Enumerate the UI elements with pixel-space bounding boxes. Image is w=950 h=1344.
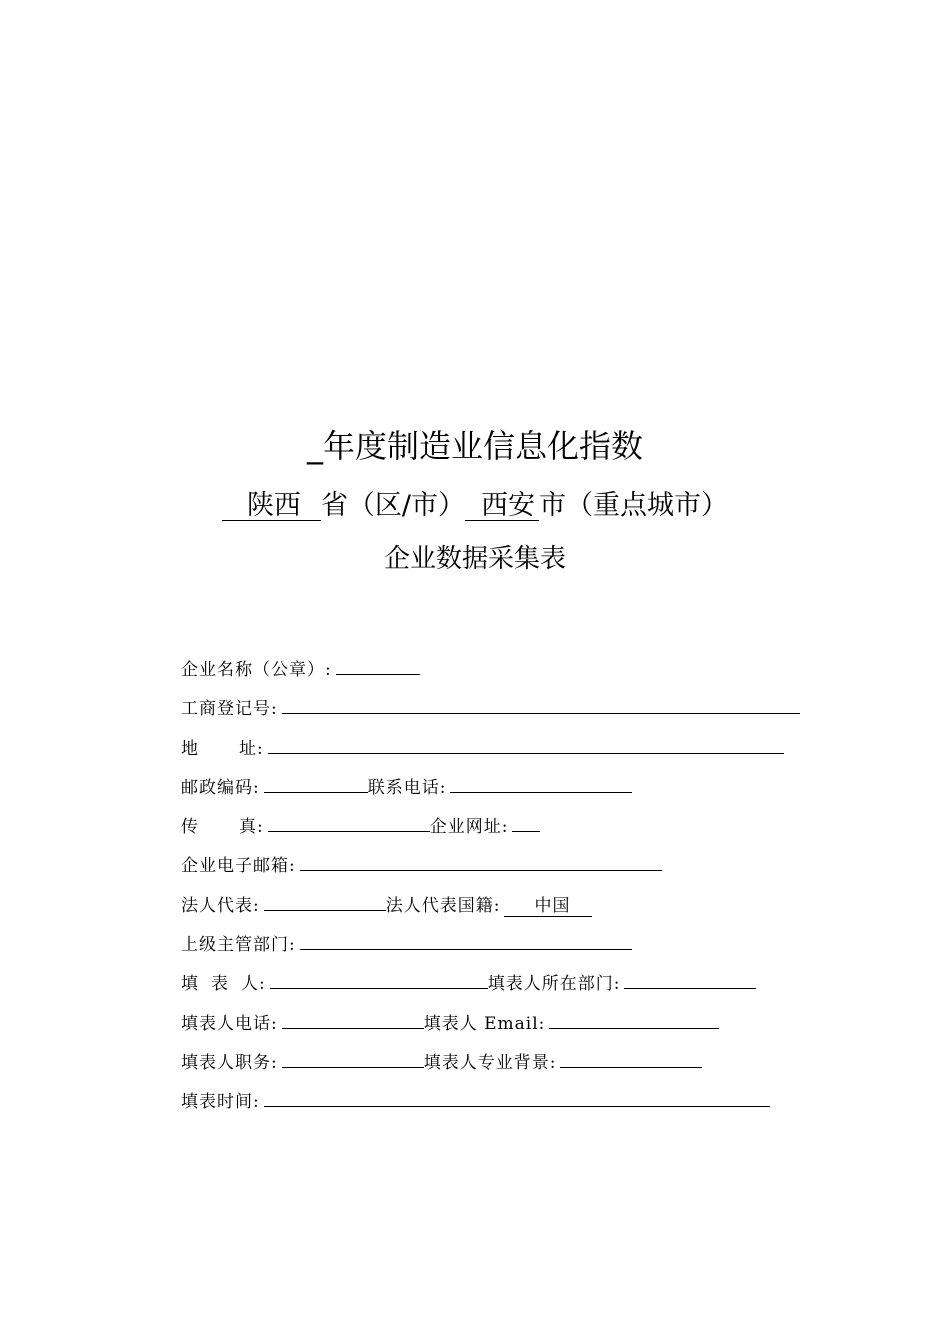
website-field[interactable]: [512, 816, 540, 832]
company-name-label: 企业名称（公章）:: [181, 660, 332, 680]
filler-email-label: 填表人 Email:: [423, 1013, 546, 1034]
contact-phone-field[interactable]: [450, 777, 632, 793]
city-label: 市（重点城市）: [539, 490, 729, 521]
enterprise-info-form: [181, 659, 841, 1131]
filler-phone-field[interactable]: [282, 1013, 424, 1029]
address-field[interactable]: [268, 738, 784, 754]
row-supervisor-dept: [181, 934, 841, 973]
city-value: 西安: [465, 492, 539, 521]
fax-label-2: 真:: [239, 817, 264, 838]
filler-position-label: 填表人职务:: [181, 1052, 278, 1073]
email-field[interactable]: [300, 855, 662, 871]
form-title-text: 年度制造业信息化指数: [322, 427, 643, 465]
filler-dept-label: 填表人所在部门:: [487, 974, 621, 995]
year-blank: _: [306, 427, 323, 465]
legal-rep-field[interactable]: [264, 895, 386, 911]
title-block: [0, 424, 950, 578]
row-company-name: [181, 659, 841, 698]
postal-code-label: 邮政编码:: [181, 777, 260, 798]
filler-field[interactable]: [270, 973, 488, 989]
registration-no-field[interactable]: [282, 698, 800, 714]
website-label: 企业网址:: [429, 817, 509, 838]
registration-no-label: 工商登记号:: [181, 699, 278, 720]
province-label: 省（区/市）: [320, 490, 466, 521]
form-subtitle: 企业数据采集表: [383, 544, 566, 574]
row-legal-rep: [181, 895, 841, 934]
row-fax-website: [181, 816, 841, 855]
filler-label-2: 表: [211, 974, 229, 995]
row-filler-position: [181, 1052, 841, 1091]
row-filler-phone-email: [181, 1013, 841, 1052]
postal-code-field[interactable]: [264, 777, 368, 793]
filler-label-1: 填: [181, 974, 199, 995]
row-registration-no: [181, 698, 841, 737]
legal-rep-label: 法人代表:: [181, 895, 260, 916]
supervisor-dept-field[interactable]: [300, 934, 632, 950]
row-address: [181, 738, 841, 777]
region-line: [0, 486, 950, 526]
address-label-2: 址:: [239, 738, 264, 759]
filler-phone-label: 填表人电话:: [181, 1013, 278, 1034]
filler-background-label: 填表人专业背景:: [423, 1052, 557, 1073]
filler-label-3: 人:: [241, 974, 266, 995]
province-value: 陕西: [222, 492, 321, 521]
legal-rep-nationality-label: 法人代表国籍:: [385, 895, 501, 916]
company-name-field[interactable]: [336, 659, 420, 675]
supervisor-dept-label: 上级主管部门:: [181, 935, 296, 956]
fill-date-label: 填表时间:: [181, 1092, 260, 1113]
row-fill-date: [181, 1091, 841, 1130]
contact-phone-label: 联系电话:: [367, 777, 447, 798]
form-title: [0, 424, 950, 468]
filler-email-field[interactable]: [549, 1013, 719, 1029]
row-postal-phone: [181, 777, 841, 816]
row-email: [181, 855, 841, 894]
row-filler: [181, 973, 841, 1012]
address-label-1: 地: [181, 738, 199, 759]
filler-position-field[interactable]: [282, 1052, 424, 1068]
email-label: 企业电子邮箱:: [181, 856, 296, 877]
filler-background-field[interactable]: [560, 1052, 702, 1068]
filler-dept-field[interactable]: [624, 973, 756, 989]
fill-date-field[interactable]: [264, 1091, 770, 1107]
legal-rep-nationality-field[interactable]: 中国: [504, 898, 592, 917]
fax-label-1: 传: [181, 817, 199, 838]
fax-field[interactable]: [268, 816, 430, 832]
